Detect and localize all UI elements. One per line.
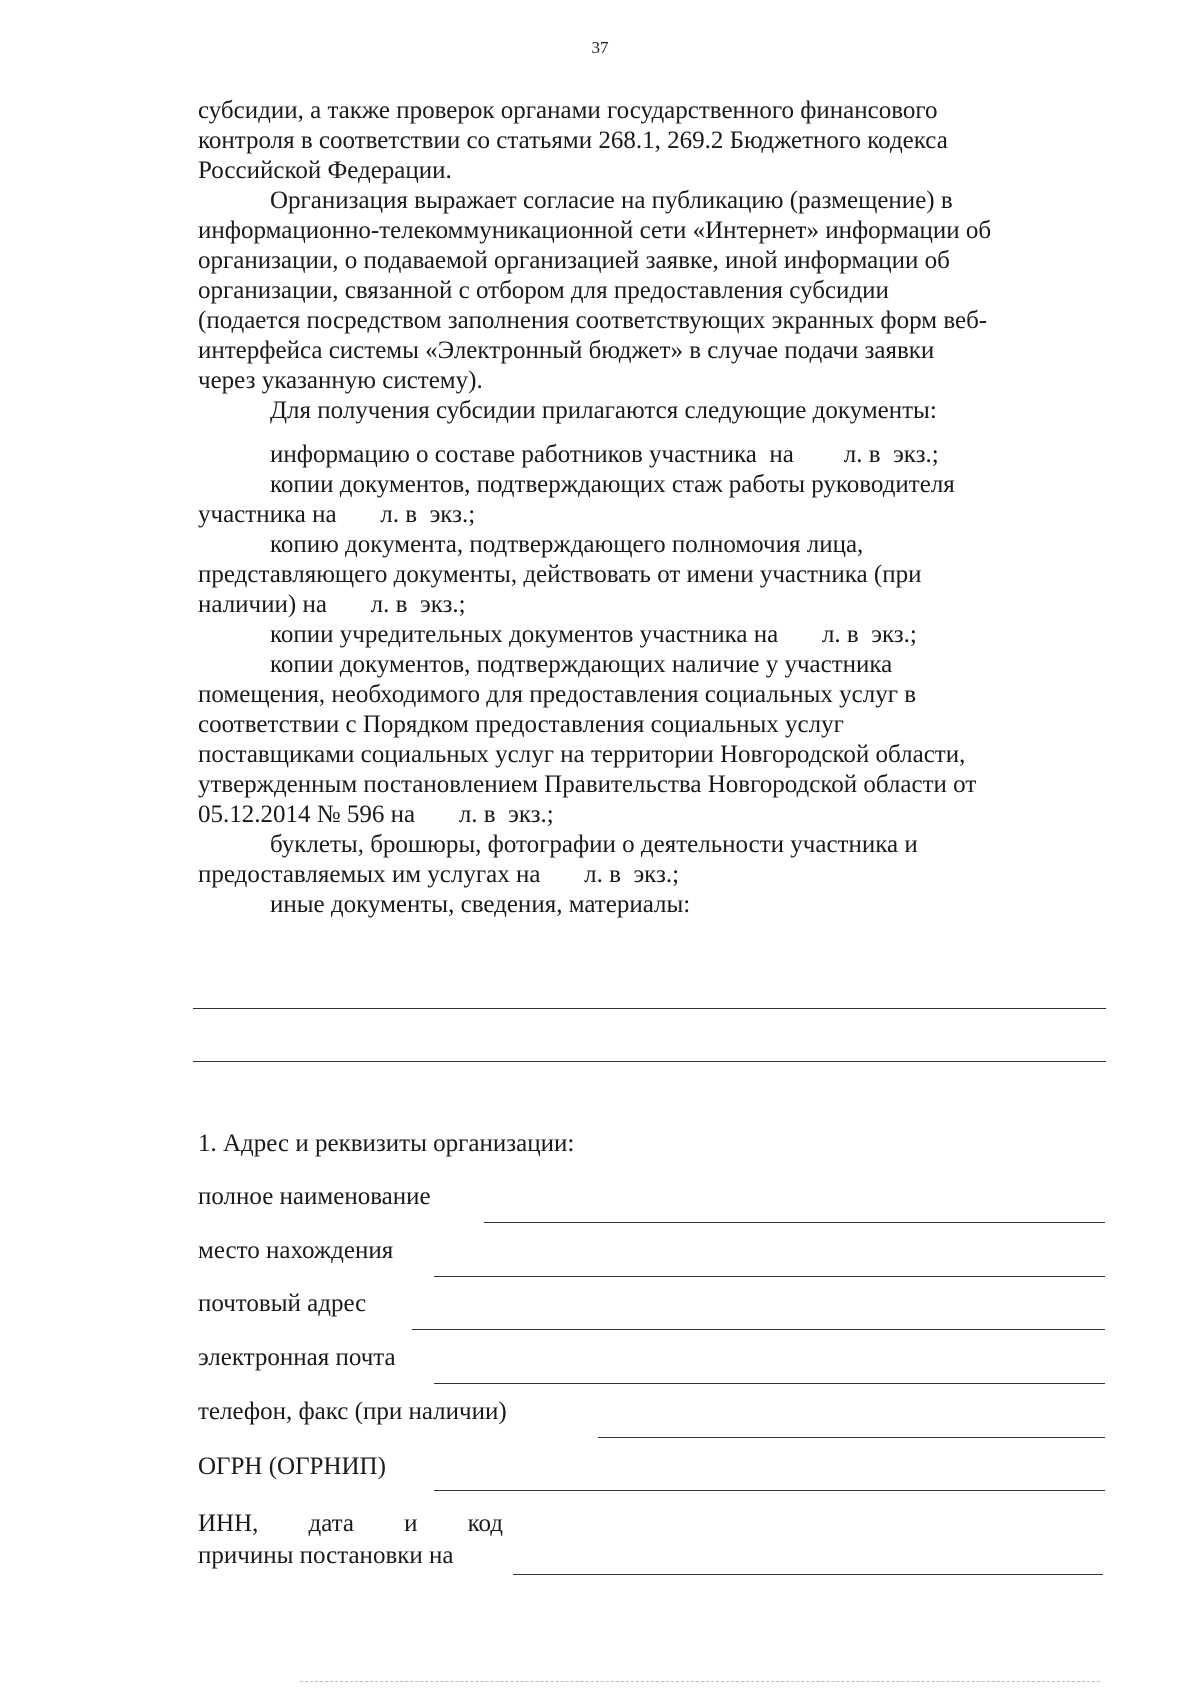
text-line: соответствии с Порядком предоставления социальных услуг xyxy=(198,711,844,738)
field-label-full-name: полное наименование xyxy=(198,1183,431,1210)
paragraph-audit-consent xyxy=(198,96,1098,186)
text-line: копии документов, подтверждающих наличие у участника xyxy=(270,651,893,678)
inn-label-line2: причины постановки на xyxy=(198,1542,454,1569)
field-label-ogrn: ОГРН (ОГРНИП) xyxy=(198,1453,386,1480)
inn-word: код xyxy=(467,1510,503,1537)
text-line: копии учредительных документов участника на л. в экз.; xyxy=(270,621,917,648)
text-line: поставщиками социальных услуг на территории Новгородской области, xyxy=(198,741,966,768)
inn-word: дата xyxy=(308,1510,355,1537)
document-item-staff xyxy=(198,440,1098,470)
text-line: интерфейса системы «Электронный бюджет» в случае подачи заявки xyxy=(198,337,935,364)
paragraph-publication-consent xyxy=(198,186,1098,396)
document-item-experience xyxy=(198,470,1098,530)
ogrn-field[interactable] xyxy=(434,1490,1105,1491)
full-name-field[interactable] xyxy=(484,1222,1105,1223)
field-label-location: место нахождения xyxy=(198,1237,394,1264)
paragraph-documents-intro xyxy=(198,396,1098,426)
inn-field[interactable] xyxy=(513,1574,1103,1575)
field-label-phone-fax: телефон, факс (при наличии) xyxy=(198,1398,507,1425)
text-line: информационно-телекоммуникационной сети «Интернет» информации об xyxy=(198,217,992,244)
text-line: Для получения субсидии прилагаются следующие документы: xyxy=(270,397,937,424)
document-item-premises xyxy=(198,650,1098,830)
phone-fax-field[interactable] xyxy=(598,1437,1105,1438)
text-line: организации, о подаваемой организацией заявке, иной информации об xyxy=(198,247,950,274)
section-heading: 1. Адрес и реквизиты организации: xyxy=(198,1130,575,1157)
field-label-inn xyxy=(198,1508,503,1572)
text-line: предоставляемых им услугах на л. в экз.; xyxy=(198,861,680,888)
inn-word: и xyxy=(404,1510,418,1537)
inn-word: ИНН, xyxy=(198,1510,259,1537)
text-line: наличии) на л. в экз.; xyxy=(198,591,466,618)
text-line: представляющего документы, действовать от имени участника (при xyxy=(198,561,922,588)
inn-label-row xyxy=(198,1508,503,1540)
document-item-booklets xyxy=(198,830,1098,890)
text-line: копию документа, подтверждающего полномочия лица, xyxy=(270,531,864,558)
blank-line[interactable] xyxy=(193,1008,1106,1009)
text-line: 05.12.2014 № 596 на л. в экз.; xyxy=(198,801,554,828)
text-line: субсидии, а также проверок органами государственного финансового xyxy=(198,97,938,124)
text-line: помещения, необходимого для предоставления социальных услуг в xyxy=(198,681,917,708)
text-line: Организация выражает согласие на публикацию (размещение) в xyxy=(270,187,953,214)
text-line: копии документов, подтверждающих стаж работы руководителя xyxy=(270,471,955,498)
text-line: иные документы, сведения, материалы: xyxy=(270,891,691,918)
text-line: контроля в соответствии со статьями 268.1, 269.2 Бюджетного кодекса xyxy=(198,127,948,154)
blank-line[interactable] xyxy=(193,1061,1106,1062)
page-bottom-divider xyxy=(300,1681,1100,1682)
document-item-other xyxy=(198,890,1098,920)
page-number: 37 xyxy=(591,38,609,57)
document-item-charter xyxy=(198,620,1098,650)
text-line: Российской Федерации. xyxy=(198,157,452,184)
text-line: утвержденным постановлением Правительства Новгородской области от xyxy=(198,771,977,798)
text-line: участника на л. в экз.; xyxy=(198,501,476,528)
document-item-authority xyxy=(198,530,1098,620)
field-label-email: электронная почта xyxy=(198,1344,396,1371)
text-line: организации, связанной с отбором для предоставления субсидии xyxy=(198,277,889,304)
field-label-postal-address: почтовый адрес xyxy=(198,1290,367,1317)
location-field[interactable] xyxy=(434,1276,1105,1277)
email-field[interactable] xyxy=(434,1383,1105,1384)
postal-address-field[interactable] xyxy=(412,1329,1105,1330)
text-line: буклеты, брошюры, фотографии о деятельности участника и xyxy=(270,831,918,858)
text-line: информацию о составе работников участника на л. в экз.; xyxy=(270,441,939,468)
text-line: через указанную систему). xyxy=(198,367,483,394)
document-body xyxy=(198,96,1098,920)
text-line: (подается посредством заполнения соответствующих экранных форм веб- xyxy=(198,307,988,334)
